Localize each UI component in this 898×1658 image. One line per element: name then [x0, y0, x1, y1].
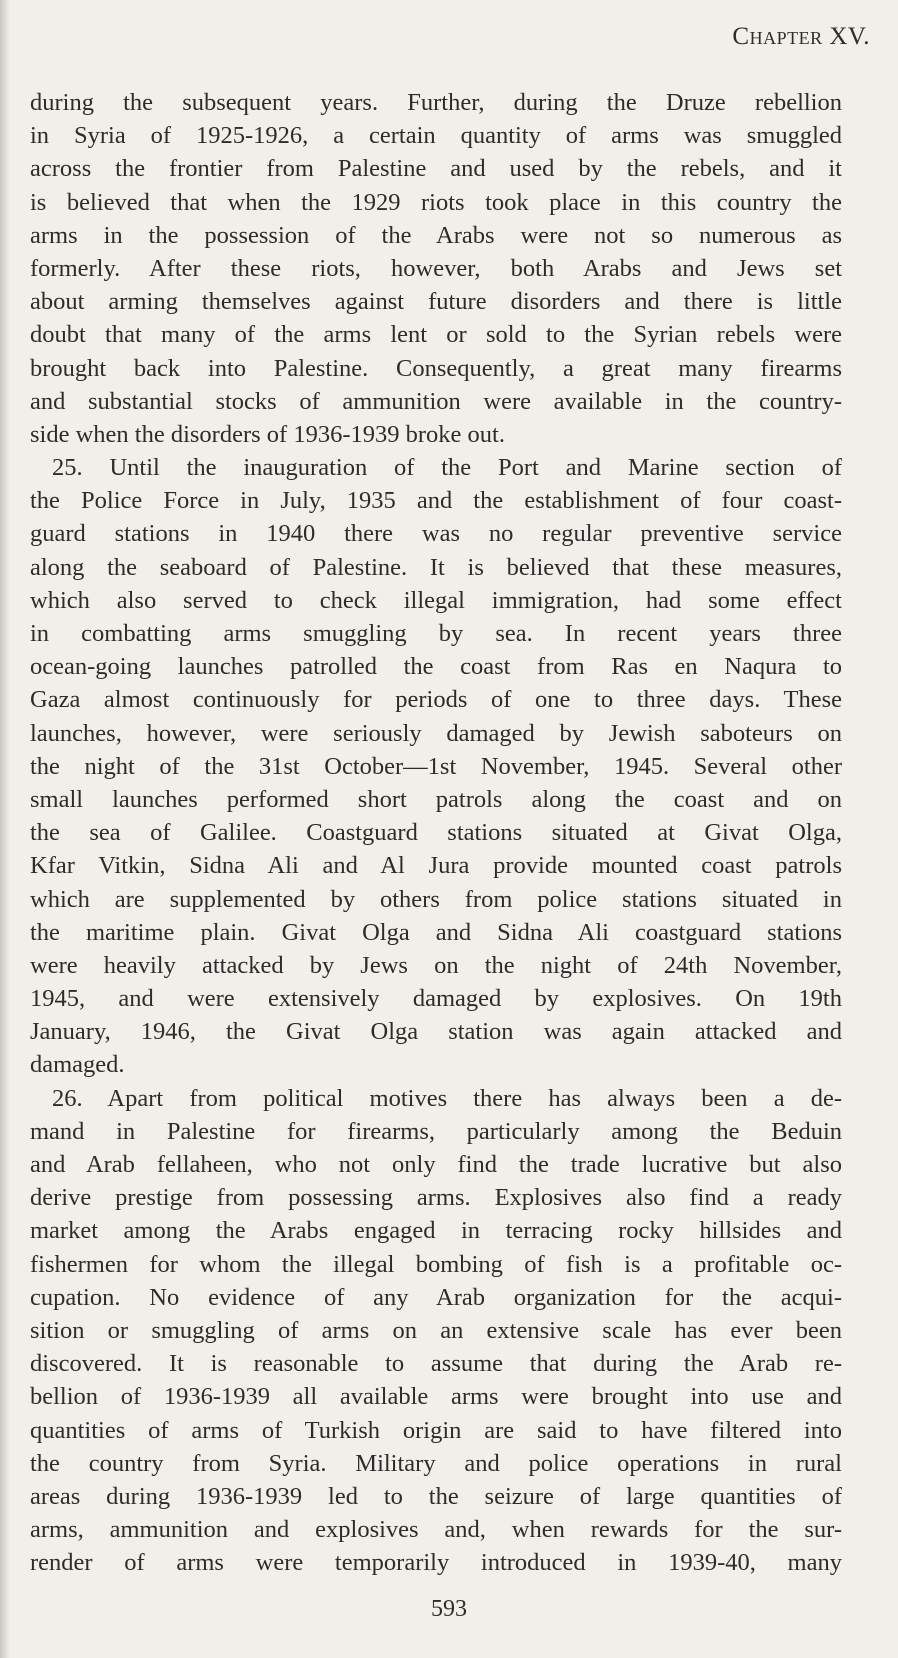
- paragraph: [30, 1082, 842, 1580]
- paragraph: [30, 451, 842, 1082]
- text-line: derive prestige from possessing arms. Explosives also find a ready: [30, 1184, 842, 1212]
- text-line: were heavily attacked by Jews on the night of 24th November,: [30, 951, 842, 979]
- text-line: launches, however, were seriously damaged by Jewish saboteurs on: [30, 719, 842, 747]
- text-line: bellion of 1936-1939 all available arms were brought into use and: [30, 1383, 842, 1411]
- text-line: side when the disorders of 1936-1939 broke out.: [30, 420, 505, 448]
- text-line: arms in the possession of the Arabs were not so numerous as: [30, 221, 842, 249]
- text-line: the Police Force in July, 1935 and the establishment of four coast-: [30, 487, 842, 515]
- text-line: which are supplemented by others from police stations situated in: [30, 885, 842, 913]
- page-edge-shadow: [0, 0, 10, 1658]
- text-line: 25. Until the inauguration of the Port and Marine section of: [52, 454, 842, 482]
- text-line: along the seaboard of Palestine. It is believed that these measures,: [30, 553, 842, 581]
- text-line: the country from Syria. Military and police operations in rural: [30, 1449, 842, 1477]
- text-line: about arming themselves against future disorders and there is little: [30, 288, 842, 316]
- chapter-header: Chapter XV.: [732, 23, 870, 50]
- text-line: guard stations in 1940 there was no regular preventive service: [30, 520, 842, 548]
- text-line: discovered. It is reasonable to assume that during the Arab re-: [30, 1350, 842, 1378]
- text-line: fishermen for whom the illegal bombing of fish is a profitable oc-: [30, 1250, 842, 1278]
- text-line: 26. Apart from political motives there has always been a de-: [52, 1084, 842, 1112]
- text-line: the maritime plain. Givat Olga and Sidna Ali coastguard stations: [30, 918, 842, 946]
- text-line: sition or smuggling of arms on an extensive scale has ever been: [30, 1316, 842, 1344]
- text-line: during the subsequent years. Further, during the Druze rebellion: [30, 89, 842, 116]
- text-line: quantities of arms of Turkish origin are said to have filtered into: [30, 1416, 842, 1444]
- text-line: which also served to check illegal immigration, had some effect: [30, 586, 842, 614]
- text-line: and Arab fellaheen, who not only find the trade lucrative but also: [30, 1151, 842, 1178]
- text-line: damaged.: [30, 1051, 125, 1079]
- text-line: formerly. After these riots, however, both Arabs and Jews set: [30, 254, 842, 282]
- text-line: market among the Arabs engaged in terracing rocky hillsides and: [30, 1217, 842, 1245]
- text-line: small launches performed short patrols along the coast and on: [30, 785, 842, 813]
- text-line: is believed that when the 1929 riots took place in this country the: [30, 188, 842, 216]
- text-line: render of arms were temporarily introduced in 1939-40, many: [30, 1549, 842, 1577]
- text-line: ocean-going launches patrolled the coast from Ras en Naqura to: [30, 653, 842, 681]
- text-line: Gaza almost continuously for periods of one to three days. These: [30, 686, 842, 714]
- text-line: cupation. No evidence of any Arab organization for the acqui-: [30, 1283, 842, 1311]
- text-line: areas during 1936-1939 led to the seizure of large quantities of: [30, 1482, 842, 1510]
- paragraph: [30, 86, 842, 451]
- text-line: arms, ammunition and explosives and, when rewards for the sur-: [30, 1516, 842, 1544]
- text-line: in combatting arms smuggling by sea. In recent years three: [30, 620, 842, 647]
- text-line: January, 1946, the Givat Olga station was again attacked and: [30, 1018, 842, 1046]
- body-text: [30, 86, 842, 1579]
- text-line: Kfar Vitkin, Sidna Ali and Al Jura provide mounted coast patrols: [30, 852, 842, 880]
- text-line: in Syria of 1925-1926, a certain quantity of arms was smuggled: [30, 122, 842, 150]
- page-number: 593: [431, 1596, 467, 1622]
- text-line: mand in Palestine for firearms, particularly among the Beduin: [30, 1117, 842, 1145]
- text-line: the sea of Galilee. Coastguard stations situated at Givat Olga,: [30, 819, 842, 847]
- text-line: doubt that many of the arms lent or sold to the Syrian rebels were: [30, 321, 842, 349]
- text-line: brought back into Palestine. Consequently, a great many firearms: [30, 354, 842, 382]
- text-line: across the frontier from Palestine and used by the rebels, and it: [30, 155, 842, 183]
- text-line: the night of the 31st October—1st November, 1945. Several other: [30, 752, 842, 780]
- text-line: and substantial stocks of ammunition were available in the country-: [30, 387, 842, 415]
- text-line: 1945, and were extensively damaged by explosives. On 19th: [30, 985, 842, 1013]
